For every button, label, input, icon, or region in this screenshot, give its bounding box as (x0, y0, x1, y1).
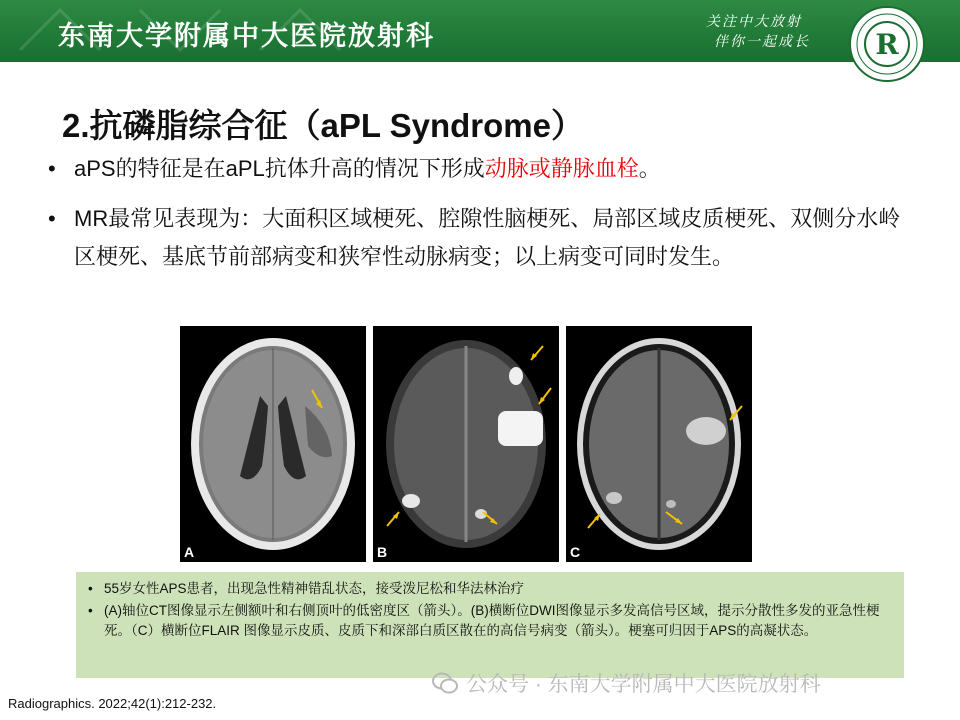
header-bar (0, 0, 960, 62)
figure-caption-box (76, 572, 904, 678)
panel-c-flair-image (566, 326, 752, 562)
panel-a-label: A (184, 544, 195, 560)
watermark-text: 公众号 · 东南大学附属中大医院放射科 (466, 673, 821, 696)
flair-brain-image (566, 326, 752, 562)
dwi-brain-image (373, 326, 559, 562)
caption-item-1 (76, 579, 890, 599)
bullet-item-2 (48, 200, 908, 276)
bullet-2-text: MR最常见表现为：大面积区域梗死、腔隙性脑梗死、局部区域皮质梗死、双侧分水岭区梗死、基底节前部病变和狭窄性动脉病变；以上病变可同时发生。 (74, 206, 901, 269)
caption-item-2 (76, 601, 890, 641)
header-slogan (706, 12, 810, 52)
panel-b-label: B (377, 544, 388, 560)
header-title: 东南大学附属中大医院放射科 (58, 21, 435, 52)
slogan-line-1: 关注中大放射 (706, 14, 802, 30)
caption-line-2: (A)轴位CT图像显示左侧额叶和右侧顶叶的低密度区（箭头）。(B)横断位DWI图像显示多发高信号区域，提示分散性多发的亚急性梗死。（C）横断位FLAIR 图像显示皮质、皮质下和深部白质区散在的高信号病变（箭头）。梗塞可归因于APS的高凝状态。 (104, 603, 880, 638)
caption-line-1: 55岁女性APS患者，出现急性精神错乱状态，接受泼尼松和华法林治疗 (104, 581, 525, 596)
bullet-dot-icon: • (48, 206, 56, 231)
slide-title: 2.抗磷脂综合征（aPL Syndrome） (62, 107, 584, 144)
wechat-watermark (432, 668, 821, 698)
hospital-logo (847, 4, 927, 84)
bullet-1-prefix: aPS的特征是在aPL抗体升高的情况下形成 (74, 156, 485, 181)
reference-citation: Radiographics. 2022;42(1):212-232. (8, 696, 217, 711)
panel-c-label: C (570, 544, 581, 560)
bullet-1-highlight: 动脉或静脉血栓 (484, 156, 639, 181)
brain-imaging-figure (180, 326, 752, 562)
ct-brain-image (180, 326, 366, 562)
bullet-list (48, 150, 908, 288)
bullet-item-1 (48, 150, 908, 188)
bullet-dot-icon: • (88, 581, 93, 596)
panel-b-dwi-image (373, 326, 559, 562)
bullet-1-suffix: 。 (638, 156, 661, 181)
bullet-dot-icon: • (48, 156, 56, 181)
bullet-dot-icon: • (88, 603, 93, 618)
wechat-icon (432, 672, 458, 694)
slogan-line-2: 伴你一起成长 (714, 34, 810, 50)
logo-letter: R (875, 28, 899, 61)
panel-a-ct-image (180, 326, 366, 562)
